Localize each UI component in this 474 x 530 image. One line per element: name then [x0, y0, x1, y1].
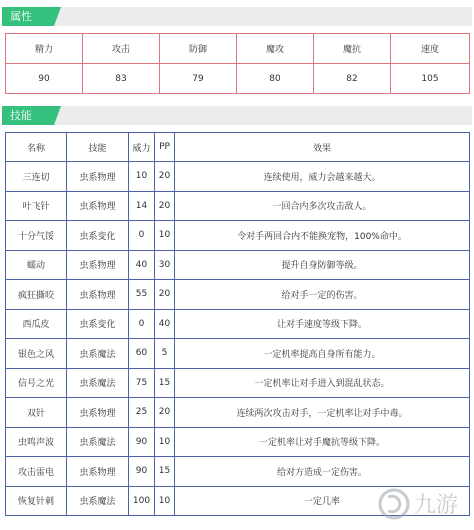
attributes-header-row — [6, 34, 470, 64]
skill-name-cell: 银色之风 — [6, 339, 67, 369]
skill-power-cell: 0 — [129, 309, 155, 339]
skill-name-cell: 恢复针刺 — [6, 486, 67, 516]
skill-type-cell: 虫系物理 — [67, 280, 129, 310]
skill-power-cell: 40 — [129, 250, 155, 280]
attr-header-cell: 魔攻 — [237, 34, 314, 64]
skill-pp-cell: 30 — [155, 250, 175, 280]
skill-power-cell: 90 — [129, 427, 155, 457]
skill-type-cell: 虫系变化 — [67, 221, 129, 251]
skill-type-cell: 虫系魔法 — [67, 339, 129, 369]
attr-value-cell: 80 — [237, 64, 314, 94]
attr-value-cell: 105 — [391, 64, 470, 94]
attributes-value-row — [6, 64, 470, 94]
skill-type-cell: 虫系变化 — [67, 309, 129, 339]
attr-header-cell: 攻击 — [83, 34, 160, 64]
skill-pp-cell: 15 — [155, 368, 175, 398]
skill-effect-cell: 一回合内多次攻击敌人。 — [175, 191, 470, 221]
skills-table — [5, 132, 470, 516]
skill-type-cell: 虫系物理 — [67, 250, 129, 280]
jiuyou-logo-icon — [378, 484, 468, 524]
skill-pp-cell: 20 — [155, 280, 175, 310]
skill-row — [6, 309, 470, 339]
skill-power-cell: 14 — [129, 191, 155, 221]
attr-value-cell: 83 — [83, 64, 160, 94]
skill-pp-cell: 10 — [155, 486, 175, 516]
skill-name-cell: 虫鸣声波 — [6, 427, 67, 457]
skill-pp-cell: 15 — [155, 457, 175, 487]
skill-header-cell: 威力 — [129, 133, 155, 162]
attr-value-cell: 90 — [6, 64, 83, 94]
skills-section-header — [2, 106, 472, 125]
skill-row — [6, 162, 470, 192]
skill-effect-cell: 令对手两回合内不能换宠物，100%命中。 — [175, 221, 470, 251]
skill-type-cell: 虫系物理 — [67, 191, 129, 221]
skill-effect-cell: 一定机率让对手进入到混乱状态。 — [175, 368, 470, 398]
skill-power-cell: 75 — [129, 368, 155, 398]
skill-pp-cell: 5 — [155, 339, 175, 369]
skill-name-cell: 叶飞针 — [6, 191, 67, 221]
skill-name-cell: 信号之光 — [6, 368, 67, 398]
skill-row — [6, 191, 470, 221]
skill-pp-cell: 20 — [155, 191, 175, 221]
skills-body — [6, 162, 470, 516]
skill-type-cell: 虫系魔法 — [67, 486, 129, 516]
skill-type-cell: 虫系物理 — [67, 398, 129, 428]
skill-row — [6, 280, 470, 310]
skill-row — [6, 221, 470, 251]
skill-header-cell: 名称 — [6, 133, 67, 162]
skill-power-cell: 60 — [129, 339, 155, 369]
attr-header-cell: 速度 — [391, 34, 470, 64]
skill-power-cell: 100 — [129, 486, 155, 516]
attributes-section-title: 属性 — [2, 7, 54, 26]
skill-name-cell: 三连切 — [6, 162, 67, 192]
skill-pp-cell: 20 — [155, 398, 175, 428]
skill-effect-cell: 连续两次攻击对手，一定机率让对手中毒。 — [175, 398, 470, 428]
skill-row — [6, 398, 470, 428]
skill-power-cell: 25 — [129, 398, 155, 428]
skill-header-cell: 技能 — [67, 133, 129, 162]
watermark-text: 九游 — [414, 493, 459, 518]
skill-effect-cell: 连续使用，威力会越来越大。 — [175, 162, 470, 192]
skills-header-row — [6, 133, 470, 162]
skill-pp-cell: 20 — [155, 162, 175, 192]
skill-type-cell: 虫系魔法 — [67, 427, 129, 457]
skills-section-title: 技能 — [2, 106, 54, 125]
skill-row — [6, 339, 470, 369]
skill-row — [6, 457, 470, 487]
skill-effect-cell: 让对手速度等级下降。 — [175, 309, 470, 339]
skill-header-cell: PP — [155, 133, 175, 162]
skill-effect-cell: 提升自身防御等级。 — [175, 250, 470, 280]
skill-power-cell: 55 — [129, 280, 155, 310]
skill-header-cell: 效果 — [175, 133, 470, 162]
skill-effect-cell: 给对方造成一定伤害。 — [175, 457, 470, 487]
skill-row — [6, 427, 470, 457]
skill-type-cell: 虫系物理 — [67, 162, 129, 192]
attributes-table — [5, 33, 470, 94]
skill-name-cell: 疯狂撕咬 — [6, 280, 67, 310]
skill-pp-cell: 10 — [155, 221, 175, 251]
skill-row — [6, 368, 470, 398]
skill-name-cell: 蠕动 — [6, 250, 67, 280]
skill-power-cell: 90 — [129, 457, 155, 487]
skill-power-cell: 10 — [129, 162, 155, 192]
skill-type-cell: 虫系魔法 — [67, 368, 129, 398]
attr-header-cell: 防御 — [160, 34, 237, 64]
skill-name-cell: 十分气馁 — [6, 221, 67, 251]
skill-type-cell: 虫系物理 — [67, 457, 129, 487]
skill-name-cell: 西瓜皮 — [6, 309, 67, 339]
attr-header-cell: 魔抗 — [314, 34, 391, 64]
attr-value-cell: 79 — [160, 64, 237, 94]
attributes-section-header — [2, 7, 472, 26]
skill-power-cell: 0 — [129, 221, 155, 251]
attr-header-cell: 精力 — [6, 34, 83, 64]
skill-pp-cell: 40 — [155, 309, 175, 339]
skill-effect-cell: 一定机率让对手魔抗等级下降。 — [175, 427, 470, 457]
skill-row — [6, 250, 470, 280]
skill-name-cell: 双针 — [6, 398, 67, 428]
skill-effect-cell: 给对手一定的伤害。 — [175, 280, 470, 310]
skill-name-cell: 攻击雷电 — [6, 457, 67, 487]
skill-effect-cell: 一定几率 — [175, 486, 470, 516]
attr-value-cell: 82 — [314, 64, 391, 94]
skill-effect-cell: 一定机率提高自身所有能力。 — [175, 339, 470, 369]
skill-pp-cell: 10 — [155, 427, 175, 457]
